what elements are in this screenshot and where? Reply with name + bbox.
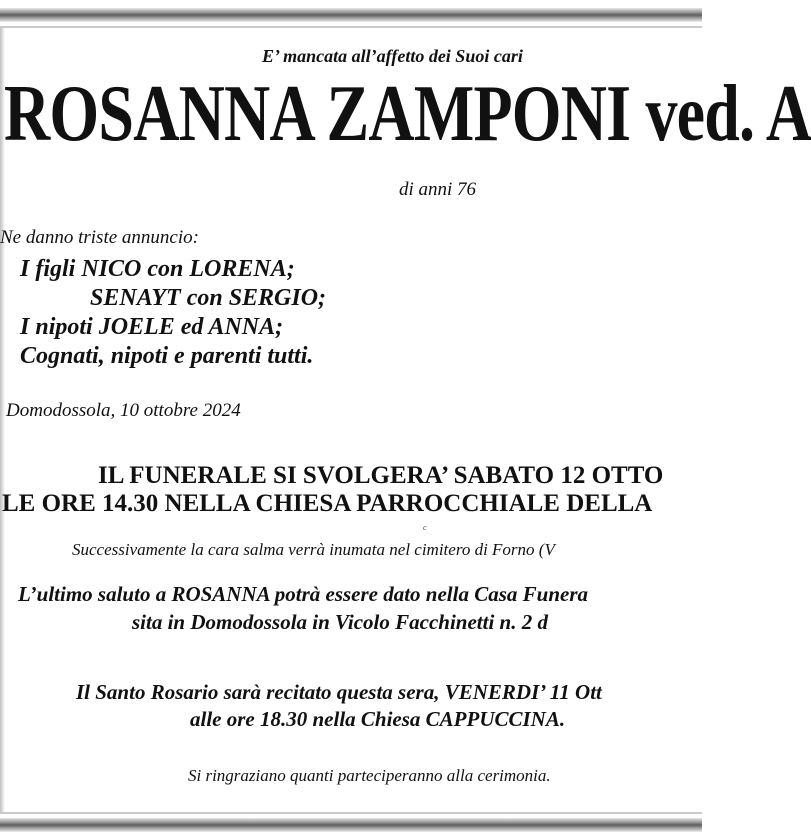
frame-top-border bbox=[0, 8, 702, 22]
family-line: I nipoti JOELE ed ANNA; bbox=[20, 314, 284, 340]
funeral-line: LE ORE 14.30 NELLA CHIESA PARROCCHIALE DELLA bbox=[2, 490, 653, 517]
last-greeting-line: sita in Domodossola in Vicolo Facchinetti n. 2 d bbox=[132, 610, 548, 634]
rosary-line: Il Santo Rosario sarà recitato questa sera, VENERDI’ 11 Ott bbox=[76, 680, 602, 704]
deceased-name: ROSANNA ZAMPONI ved. A bbox=[4, 70, 811, 158]
family-line: Cognati, nipoti e parenti tutti. bbox=[20, 343, 314, 369]
family-line: SENAYT con SERGIO; bbox=[90, 285, 327, 311]
frame-bottom-rule bbox=[0, 812, 702, 814]
tiny-mark: c bbox=[423, 523, 427, 532]
thanks-text: Si ringraziano quanti parteciperanno alla cerimonia. bbox=[188, 766, 551, 785]
frame-top-rule bbox=[0, 26, 702, 28]
announce-label: Ne danno triste annuncio: bbox=[0, 227, 199, 248]
intro-text: E’ mancata all’affetto dei Suoi cari bbox=[262, 46, 523, 66]
frame-bottom-border bbox=[0, 818, 702, 832]
rosary-line: alle ore 18.30 nella Chiesa CAPPUCCINA. bbox=[190, 707, 566, 731]
last-greeting-line: L’ultimo saluto a ROSANNA potrà essere dato nella Casa Funera bbox=[18, 582, 589, 606]
funeral-line: IL FUNERALE SI SVOLGERA’ SABATO 12 OTTO bbox=[98, 462, 664, 489]
place-date: Domodossola, 10 ottobre 2024 bbox=[6, 400, 241, 421]
family-line: I figli NICO con LORENA; bbox=[20, 256, 295, 282]
age-text: di anni 76 bbox=[399, 179, 477, 200]
burial-text: Successivamente la cara salma verrà inumata nel cimitero di Forno (V bbox=[72, 540, 555, 559]
